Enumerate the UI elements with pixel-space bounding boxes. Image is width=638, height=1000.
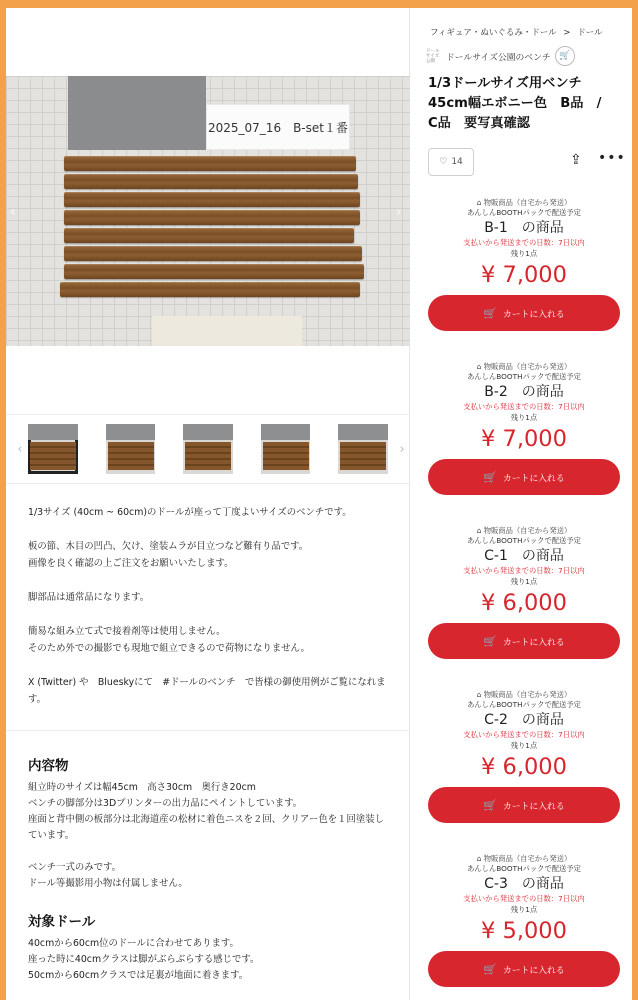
variant-name: B-1 の商品 — [484, 220, 564, 236]
variant-card — [424, 362, 624, 526]
product-media-column — [6, 8, 410, 1000]
like-button[interactable] — [428, 148, 474, 176]
variant-price: ¥ 7,000 — [481, 262, 567, 288]
share-icon[interactable]: ⇪ — [570, 152, 582, 168]
breadcrumb-separator: > — [563, 28, 571, 38]
variant-name: C-2 の商品 — [484, 712, 564, 728]
add-to-cart-button[interactable]: 🛒 カートに入れる — [428, 295, 620, 331]
cart-icon: 🛒 — [483, 634, 498, 648]
variant-stock: 残り1点 — [510, 905, 538, 914]
product-info-column — [410, 8, 632, 1000]
thumbnail[interactable] — [106, 424, 156, 474]
add-to-cart-button[interactable]: 🛒 カートに入れる — [428, 623, 620, 659]
variant-ship-days: 支払いから発送までの日数：7日以内 — [463, 730, 585, 739]
variant-card — [424, 690, 624, 854]
description-paragraph: X (Twitter) や Blueskyにて #ドールのベンチ で皆様の御使用例がご覧になれます。 — [28, 677, 386, 705]
variant-stock: 残り1点 — [510, 413, 538, 422]
variant-type: ⌂ 物販商品（自宅から発送） — [476, 690, 572, 699]
thumbnail-prev-icon[interactable]: ‹ — [17, 441, 23, 457]
variant-name: B-2 の商品 — [484, 384, 564, 400]
variant-shipping: あんしんBOOTHパックで配送予定 — [467, 864, 581, 873]
variant-stock: 残り1点 — [510, 577, 538, 586]
variant-ship-days: 支払いから発送までの日数：7日以内 — [463, 238, 585, 247]
breadcrumb-category[interactable]: フィギュア・ぬいぐるみ・ドール — [430, 28, 557, 38]
add-to-cart-button[interactable]: 🛒 カートに入れる — [428, 787, 620, 823]
variant-name: C-3 の商品 — [484, 876, 564, 892]
home-icon: ⌂ — [476, 362, 484, 371]
variant-name: C-1 の商品 — [484, 548, 564, 564]
thumbnail[interactable] — [28, 424, 78, 474]
page-frame — [6, 8, 632, 1000]
bench-planks — [64, 156, 364, 306]
like-count: 14 — [451, 157, 463, 167]
next-image-icon[interactable]: › — [396, 204, 402, 220]
bench-legs — [152, 316, 302, 346]
add-to-cart-button[interactable]: 🛒 カートに入れる — [428, 459, 620, 495]
prev-image-icon[interactable]: ‹ — [10, 204, 16, 220]
variant-card — [424, 854, 624, 1000]
variant-price: ¥ 6,000 — [481, 590, 567, 616]
cart-icon: 🛒 — [483, 470, 498, 484]
add-to-cart-button[interactable]: 🛒 カートに入れる — [428, 951, 620, 987]
variant-shipping: あんしんBOOTHパックで配送予定 — [467, 700, 581, 709]
more-options-icon[interactable]: ••• — [598, 150, 626, 166]
variant-type: ⌂ 物販商品（自宅から発送） — [476, 198, 572, 207]
variant-ship-days: 支払いから発送までの日数：7日以内 — [463, 402, 585, 411]
variant-ship-days: 支払いから発送までの日数：7日以内 — [463, 894, 585, 903]
grey-panel — [68, 76, 206, 150]
description-paragraph: 脚部品は通常品になります。 — [28, 592, 150, 603]
variant-shipping: あんしんBOOTHパックで配送予定 — [467, 208, 581, 217]
home-icon: ⌂ — [476, 690, 484, 699]
home-icon: ⌂ — [476, 526, 484, 535]
product-description — [28, 504, 392, 725]
product-main-image[interactable] — [6, 76, 410, 346]
variant-stock: 残り1点 — [510, 741, 538, 750]
target-heading: 対象ドール — [28, 914, 96, 930]
description-paragraph: 簡易な組み立て式で接着剤等は使用しません。 そのため外での撮影でも現地で組立できるので荷物になりません。 — [28, 626, 310, 654]
variant-ship-days: 支払いから発送までの日数：7日以内 — [463, 566, 585, 575]
shop-logo: ドールサイズ公園 — [426, 48, 440, 64]
photo-label: 2025_07_16 B-set１番 — [206, 104, 350, 150]
description-paragraph: 板の節、木目の凹凸、欠け、塗装ムラが目立つなど難有り品です。 画像を良く確認の上ご注文をお願いいたします。 — [28, 541, 309, 569]
variant-price: ¥ 6,000 — [481, 754, 567, 780]
variant-price: ¥ 5,000 — [481, 918, 567, 944]
shop-name[interactable]: ドールサイズ公園のベンチ — [446, 52, 551, 63]
contents-section — [28, 754, 392, 892]
section-divider — [6, 730, 410, 731]
contents-heading: 内容物 — [28, 758, 69, 774]
heart-icon: ♡ — [439, 157, 448, 167]
description-paragraph: 1/3サイズ (40cm ~ 60cm)のドールが座って丁度よいサイズのベンチです。 — [28, 507, 352, 518]
variant-type: ⌂ 物販商品（自宅から発送） — [476, 362, 572, 371]
product-title: 1/3ドールサイズ用ベンチ 45cm幅エボニー色 B品 / C品 要写真確認 — [428, 76, 615, 131]
variant-shipping: あんしんBOOTHパックで配送予定 — [467, 372, 581, 381]
home-icon: ⌂ — [476, 854, 484, 863]
cart-icon[interactable]: 🛒 — [555, 46, 575, 66]
breadcrumb — [430, 26, 603, 38]
variant-type: ⌂ 物販商品（自宅から発送） — [476, 854, 572, 863]
breadcrumb-subcategory[interactable]: ドール — [577, 28, 603, 38]
cart-icon: 🛒 — [483, 798, 498, 812]
home-icon: ⌂ — [476, 198, 484, 207]
shop-link[interactable] — [426, 46, 575, 66]
cart-icon: 🛒 — [483, 962, 498, 976]
thumbnail[interactable] — [338, 424, 388, 474]
target-doll-section — [28, 910, 392, 984]
variant-card — [424, 526, 624, 690]
variant-shipping: あんしんBOOTHパックで配送予定 — [467, 536, 581, 545]
thumbnail[interactable] — [183, 424, 233, 474]
thumbnail-next-icon[interactable]: › — [399, 441, 405, 457]
cart-icon: 🛒 — [483, 306, 498, 320]
variant-type: ⌂ 物販商品（自宅から発送） — [476, 526, 572, 535]
target-body: 40cmから60cm位のドールに合わせてあります。 座った時に40cmクラスは脚がぶらぶらする感じです。 50cmから60cmクラスでは足裏が地面に着きます。 — [28, 938, 260, 981]
variant-card — [424, 198, 624, 362]
variant-list — [424, 198, 624, 1000]
thumbnail[interactable] — [261, 424, 311, 474]
contents-body: 組立時のサイズは幅45cm 高さ30cm 奥行き20cm ベンチの脚部分は3Dプリンターの出力品にペイントしています。 座面と背中側の板部分は北海道産の松材に着色ニスを２回、クリアー色を１回塗装しています。 ベンチ一式のみです。 ドール等撮影用小物は付属しません。 — [28, 782, 384, 889]
variant-stock: 残り1点 — [510, 249, 538, 258]
variant-price: ¥ 7,000 — [481, 426, 567, 452]
thumbnail-strip — [6, 414, 410, 484]
